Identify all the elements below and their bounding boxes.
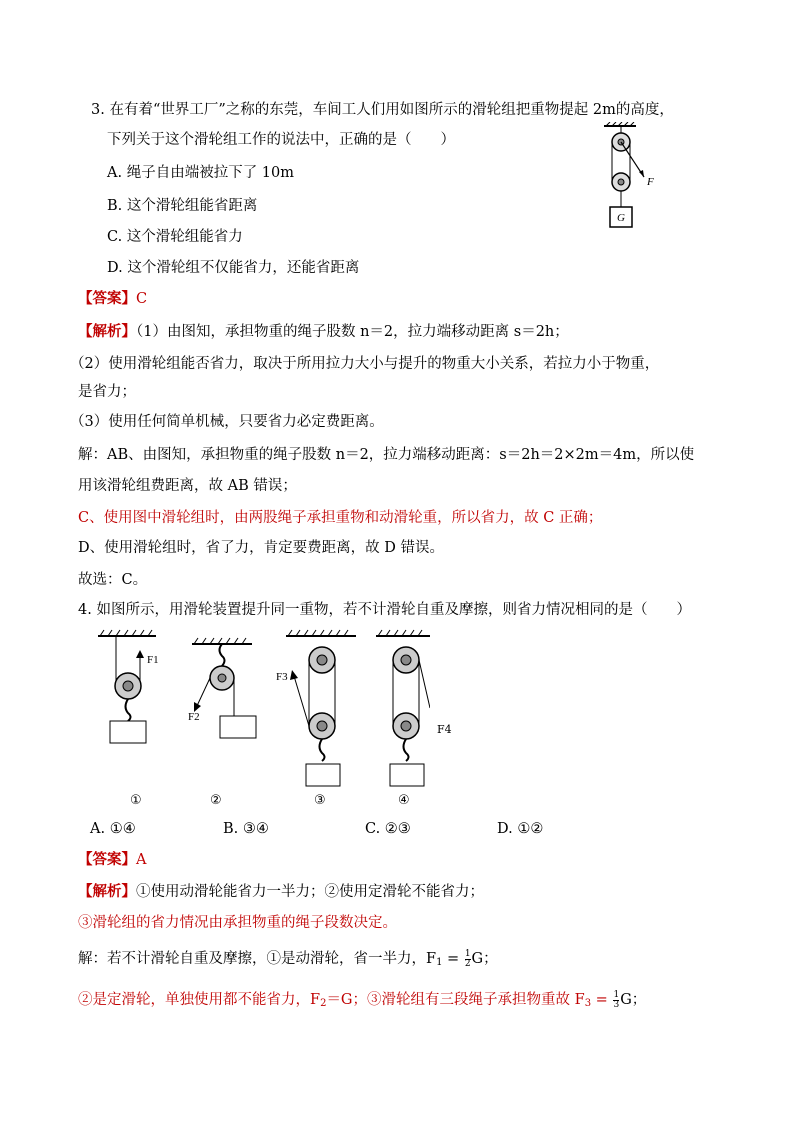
q3-force-label: F (647, 176, 654, 188)
q3-analysis-line4: （3）使用任何简单机械，只要省力必定费距离。 (70, 414, 384, 430)
fig2-fixed-pulley (188, 638, 256, 738)
fraction-numerator: 1 (464, 948, 471, 959)
q4-solution-line1 (78, 949, 498, 973)
fig2-label: ② (210, 793, 222, 808)
fig1-label: ① (130, 793, 142, 808)
fraction-denominator: 3 (613, 999, 620, 1010)
q4-solution-line2 (78, 990, 646, 1014)
q4-option-c: C. ②③ (365, 821, 411, 837)
answer-value: A (136, 852, 147, 868)
analysis-tag: 【解析】 (78, 323, 136, 340)
q3-stem-line2: 下列关于这个滑轮组工作的说法中，正确的是（ ） (107, 132, 455, 148)
solution1-text: 解：若不计滑轮自重及摩擦，①是动滑轮，省一半力，F (78, 951, 437, 967)
q3-solution-line4: D、使用滑轮组时，省了力，肯定要费距离，故 D 错误。 (78, 540, 444, 556)
q3-solution-line1: 解：AB、由图知，承担物重的绳子股数 n＝2，拉力端移动距离：s＝2h＝2×2m＝4m，所以使 (78, 447, 695, 463)
q3-solution-line2: 用该滑轮组费距离，故 AB 错误； (78, 478, 297, 494)
answer-tag: 【答案】 (78, 851, 136, 868)
solution1-post: G； (471, 951, 498, 967)
analysis-text: ①使用动滑轮能省力一半力；②使用定滑轮不能省力； (136, 884, 484, 900)
q3-answer (78, 289, 147, 309)
solution2-subscript2: 3 (584, 998, 592, 1009)
q4-option-b: B. ③④ (223, 821, 269, 837)
solution2-post: G； (620, 992, 647, 1008)
fig3-label: ③ (314, 793, 326, 808)
q3-analysis-line3: 是省力； (78, 384, 136, 400)
q3-option-c: C. 这个滑轮组能省力 (107, 229, 243, 245)
fig4-label: ④ (398, 793, 410, 808)
q4-analysis-line2: ③滑轮组的省力情况由承担物重的绳子段数决定。 (78, 915, 397, 931)
q3-option-a: A. 绳子自由端被拉下了 10m (107, 165, 294, 181)
f4-label: F4 (437, 723, 452, 736)
fraction-half (465, 950, 471, 969)
fraction-third (613, 991, 619, 1010)
q3-analysis-line2: （2）使用滑轮组能否省力，取决于所用拉力大小与提升的物重大小关系，若拉力小于物重， (70, 356, 660, 372)
q3-stem-line1: 3. 在有着“世界工厂”之称的东莞，车间工人们用如图所示的滑轮组把重物提起 2m的高度， (91, 102, 674, 118)
f2-label: F2 (188, 711, 200, 723)
solution1-subscript: 1 (436, 957, 443, 968)
q3-analysis-line1 (78, 322, 569, 342)
q4-pulley-figures (90, 628, 430, 820)
q4-analysis-line1 (78, 882, 484, 902)
q4-option-d: D. ①② (497, 821, 544, 837)
q4-answer (78, 850, 146, 870)
analysis-tag: 【解析】 (78, 883, 136, 900)
q3-solution-line3: C、使用图中滑轮组时，由两股绳子承担重物和动滑轮重，所以省力，故 C 正确； (78, 510, 603, 526)
q3-option-d: D. 这个滑轮组不仅能省力，还能省距离 (107, 260, 360, 276)
fig3-pulley-block (276, 630, 356, 786)
q4-option-a: A. ①④ (90, 821, 136, 837)
q4-stem: 4. 如图所示，用滑轮装置提升同一重物，若不计滑轮自重及摩擦，则省力情况相同的是（ ） (78, 602, 691, 618)
answer-tag: 【答案】 (78, 290, 136, 307)
solution2-text: ②是定滑轮，单独使用都不能省力，F (78, 992, 321, 1008)
fraction-numerator: 1 (613, 989, 620, 1000)
q3-pulley-figure (596, 122, 666, 232)
answer-value: C (136, 291, 148, 307)
analysis-text: （1）由图知，承担物重的绳子股数 n＝2，拉力端移动距离 s＝2h； (136, 324, 569, 340)
f3-label: F3 (276, 671, 288, 683)
f1-label: F1 (147, 654, 159, 666)
solution2-eq: = (591, 992, 613, 1008)
solution2-mid: ＝G；③滑轮组有三段绳子承担物重故 F (326, 992, 585, 1008)
q3-solution-line5: 故选：C。 (78, 572, 148, 588)
q3-option-b: B. 这个滑轮组能省距离 (107, 198, 258, 214)
q3-weight-label: G (617, 212, 625, 224)
fig4-pulley-block (376, 630, 430, 786)
solution1-eq: = (442, 951, 464, 967)
solution2-subscript1: 2 (320, 998, 327, 1009)
fig1-movable-pulley (98, 630, 159, 743)
fraction-denominator: 2 (464, 958, 471, 969)
